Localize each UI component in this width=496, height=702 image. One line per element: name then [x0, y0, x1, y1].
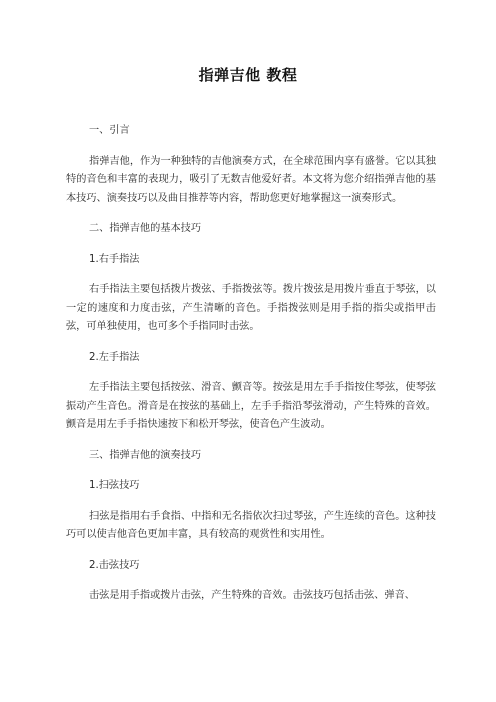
left-hand-paragraph: 左手指法主要包括按弦、滑音、颤音等。按弦是用左手手指按住琴弦，使琴弦振动产生音色。滑音是在按弦的基础上，左手手指沿琴弦滑动，产生特殊的音效。颤音是用左手手指快速按下和松开琴弦，使音色产生波动。 [66, 382, 436, 430]
striking-paragraph: 击弦是用手指或拨片击弦，产生特殊的音效。击弦技巧包括击弦、弹音、 [89, 590, 415, 601]
subheading-striking: 2.击弦技巧 [89, 559, 140, 571]
document-title: 指弹吉他 教程 [198, 66, 298, 84]
section-heading-basic-techniques: 二、指弹吉他的基本技巧 [89, 223, 202, 234]
document-body [66, 122, 436, 618]
subheading-strumming: 1.扫弦技巧 [89, 480, 140, 491]
strumming-paragraph: 扫弦是指用右手食指、中指和无名指依次扫过琴弦，产生连续的音色。这种技巧可以使吉他音色更加丰富，具有较高的观赏性和实用性。 [66, 510, 436, 540]
subheading-left-hand: 2.左手指法 [89, 351, 140, 363]
section-heading-intro: 一、引言 [89, 125, 130, 136]
right-hand-paragraph: 右手指法主要包括拨片拨弦、手指拨弦等。拨片拨弦是用拨片垂直于琴弦，以一定的速度和力度击弦，产生清晰的音色。手指拨弦则是用手指的指尖或指甲击弦，可单独使用，也可多个手指同时击弦。 [66, 284, 436, 332]
intro-paragraph: 指弹吉他，作为一种独特的吉他演奏方式，在全球范围内享有盛誉。它以其独特的音色和丰富的表现力，吸引了无数吉他爱好者。本文将为您介绍指弹吉他的基本技巧、演奏技巧以及曲目推荐等内容，帮助您更好地掌握这一演奏形式。 [66, 155, 436, 204]
section-heading-playing-techniques: 三、指弹吉他的演奏技巧 [89, 449, 202, 461]
subheading-right-hand: 1.右手指法 [89, 253, 140, 265]
